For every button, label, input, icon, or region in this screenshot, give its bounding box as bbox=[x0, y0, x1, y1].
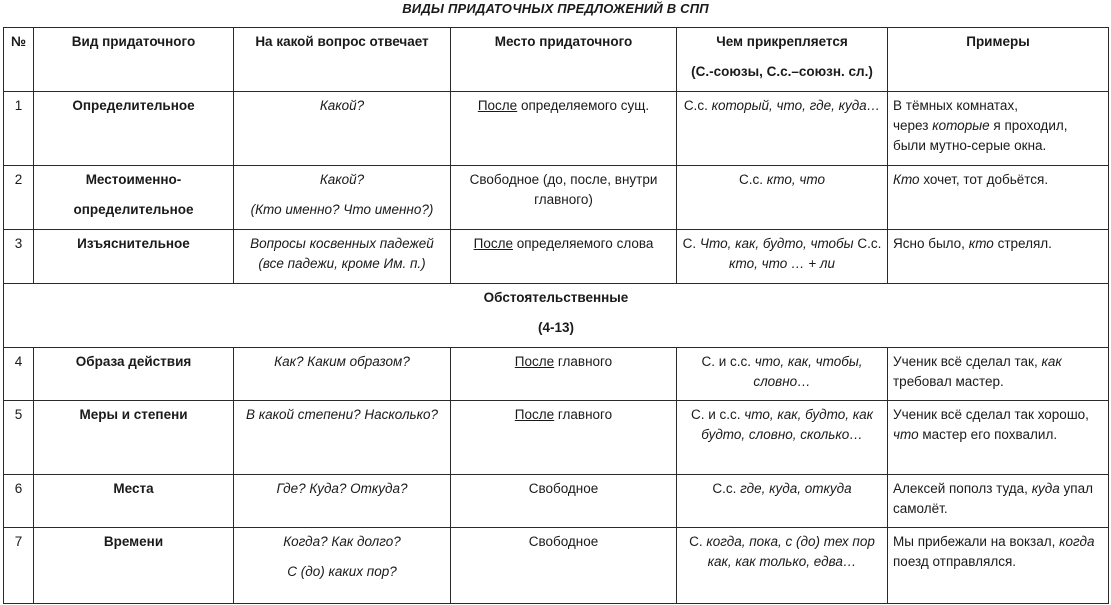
section-title: Обстоятельственные bbox=[483, 290, 629, 305]
row-type: Изъяснительное bbox=[34, 230, 234, 284]
row-place bbox=[451, 401, 677, 475]
row-place bbox=[451, 230, 677, 284]
row-place bbox=[451, 348, 677, 401]
row-place: Свободное bbox=[451, 475, 677, 528]
example-line: были мутно-серые окна. bbox=[893, 138, 1047, 153]
row-attach bbox=[677, 230, 888, 284]
header-question: На какой вопрос отвечает bbox=[234, 28, 451, 92]
attach-words: кто, что bbox=[766, 172, 825, 187]
attach-words: который, что, где, куда… bbox=[711, 98, 881, 113]
example-highlight: что bbox=[893, 427, 919, 442]
example-text: мастер его похвалил. bbox=[918, 427, 1058, 442]
attach-kind: С.с. bbox=[739, 172, 767, 187]
place-underlined: После bbox=[514, 354, 555, 369]
row-type: Времени bbox=[34, 528, 234, 604]
section-header bbox=[4, 284, 1109, 348]
type-line: определительное bbox=[73, 202, 194, 217]
place-underlined: После bbox=[473, 236, 513, 251]
table-row bbox=[4, 401, 1109, 475]
page-title: ВИДЫ ПРИДАТОЧНЫХ ПРЕДЛОЖЕНИЙ В СПП bbox=[402, 1, 709, 16]
attach-words: кто, что … + ли bbox=[729, 256, 835, 271]
table-row bbox=[4, 475, 1109, 528]
place-rest: определяемого слова bbox=[512, 236, 654, 251]
attach-words: что, как, чтобы, словно… bbox=[753, 354, 863, 389]
place-rest: главного bbox=[554, 354, 613, 369]
table-row bbox=[4, 92, 1109, 166]
question-line: (Кто именно? Что именно?) bbox=[250, 202, 434, 217]
row-question: В какой степени? Насколько? bbox=[234, 401, 451, 475]
header-attach-label: Чем прикрепляется bbox=[716, 34, 848, 49]
row-example bbox=[888, 92, 1109, 166]
row-type: Меры и степени bbox=[34, 401, 234, 475]
clause-types-table bbox=[3, 27, 1109, 604]
row-type: Определительное bbox=[34, 92, 234, 166]
example-text: Ученик всё сделал так, bbox=[893, 354, 1042, 369]
header-attach bbox=[677, 28, 888, 92]
header-place: Место придаточного bbox=[451, 28, 677, 92]
row-place bbox=[451, 92, 677, 166]
attach-words: Что, как, будто, чтобы bbox=[699, 236, 854, 251]
row-question bbox=[234, 166, 451, 230]
row-question bbox=[234, 528, 451, 604]
section-row bbox=[4, 284, 1109, 348]
table-row bbox=[4, 528, 1109, 604]
example-highlight: Кто bbox=[893, 172, 920, 187]
row-place: Свободное bbox=[451, 528, 677, 604]
row-num: 4 bbox=[4, 348, 34, 401]
example-text: поезд отправлялся. bbox=[893, 554, 1017, 569]
example-highlight: когда bbox=[1059, 534, 1095, 549]
row-attach bbox=[677, 348, 888, 401]
row-attach bbox=[677, 166, 888, 230]
header-type: Вид придаточного bbox=[34, 28, 234, 92]
attach-kind: С.с. bbox=[712, 481, 741, 496]
row-example bbox=[888, 475, 1109, 528]
row-num: 1 bbox=[4, 92, 34, 166]
example-text: Ясно было, bbox=[893, 236, 969, 251]
example-highlight: куда bbox=[1031, 481, 1060, 496]
type-line: Местоименно- bbox=[85, 172, 182, 187]
row-example bbox=[888, 348, 1109, 401]
example-text: я проходил, bbox=[989, 118, 1068, 133]
example-text: хочет, тот добьётся. bbox=[919, 172, 1049, 187]
example-highlight: как bbox=[1041, 354, 1062, 369]
attach-kind: С. bbox=[682, 236, 700, 251]
table-row bbox=[4, 348, 1109, 401]
row-attach bbox=[677, 528, 888, 604]
row-example bbox=[888, 528, 1109, 604]
question-line: С (до) каких пор? bbox=[287, 564, 397, 579]
row-example bbox=[888, 166, 1109, 230]
example-line: В тёмных комнатах, bbox=[893, 98, 1018, 113]
row-question: Вопросы косвенных падежей (все падежи, кроме Им. п.) bbox=[234, 230, 451, 284]
row-question: Как? Каким образом? bbox=[234, 348, 451, 401]
row-num: 7 bbox=[4, 528, 34, 604]
row-num: 2 bbox=[4, 166, 34, 230]
header-row bbox=[4, 28, 1109, 92]
attach-words: что, как, будто, как будто, словно, сколько… bbox=[701, 407, 873, 442]
row-type: Образа действия bbox=[34, 348, 234, 401]
row-attach bbox=[677, 92, 888, 166]
row-place: Свободное (до, после, внутри главного) bbox=[451, 166, 677, 230]
example-text: требовал мастер. bbox=[893, 374, 1004, 389]
example-text: стрелял. bbox=[993, 236, 1052, 251]
attach-kind: С. и с.с. bbox=[701, 354, 755, 369]
table-row bbox=[4, 230, 1109, 284]
row-num: 5 bbox=[4, 401, 34, 475]
place-underlined: После bbox=[477, 98, 518, 113]
row-question: Где? Куда? Откуда? bbox=[234, 475, 451, 528]
row-type bbox=[34, 166, 234, 230]
row-num: 6 bbox=[4, 475, 34, 528]
example-highlight: кто bbox=[968, 236, 994, 251]
example-text: Алексей пополз туда, bbox=[893, 481, 1032, 496]
example-text: Ученик всё сделал так хорошо, bbox=[893, 407, 1089, 422]
attach-kind: С. и с.с. bbox=[690, 407, 745, 422]
example-text: через bbox=[893, 118, 933, 133]
row-attach bbox=[677, 475, 888, 528]
place-underlined: После bbox=[514, 407, 555, 422]
header-attach-note: (С.-союзы, С.с.–союзн. сл.) bbox=[691, 64, 873, 79]
attach-kind: С.с. bbox=[683, 98, 712, 113]
attach-kind: С. bbox=[689, 534, 707, 549]
row-example bbox=[888, 401, 1109, 475]
question-line: Когда? Как долго? bbox=[283, 534, 401, 549]
header-examples: Примеры bbox=[888, 28, 1109, 92]
attach-words: где, куда, откуда bbox=[740, 481, 852, 496]
table-row bbox=[4, 166, 1109, 230]
example-text: Мы прибежали на вокзал, bbox=[893, 534, 1060, 549]
row-example bbox=[888, 230, 1109, 284]
place-rest: определяемого сущ. bbox=[517, 98, 650, 113]
attach-kind: С.с. bbox=[853, 236, 882, 251]
header-num: № bbox=[4, 28, 34, 92]
row-attach bbox=[677, 401, 888, 475]
row-question: Какой? bbox=[234, 92, 451, 166]
place-rest: главного bbox=[554, 407, 613, 422]
row-num: 3 bbox=[4, 230, 34, 284]
question-line: Какой? bbox=[319, 172, 365, 187]
example-text: упал самолёт. bbox=[893, 481, 1093, 516]
row-type: Места bbox=[34, 475, 234, 528]
example-highlight: которые bbox=[932, 118, 990, 133]
attach-words: когда, пока, с (до) тех пор как, как только, едва… bbox=[706, 534, 875, 569]
section-range: (4-13) bbox=[537, 320, 574, 335]
